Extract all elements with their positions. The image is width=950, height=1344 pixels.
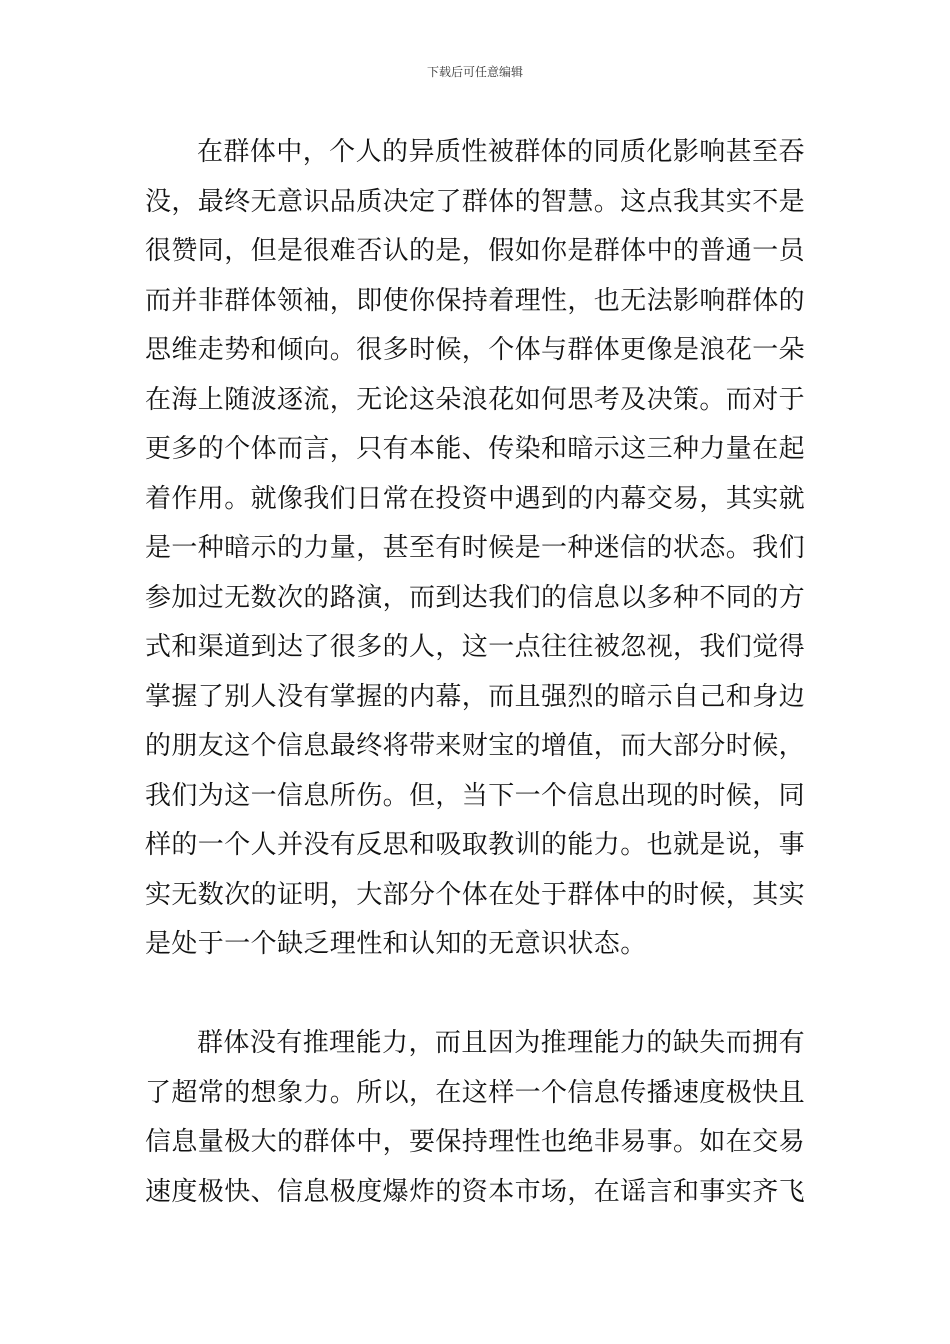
page-header: 下载后可任意编辑	[426, 65, 523, 79]
paragraph-2: 群体没有推理能力，而且因为推理能力的缺失而拥有了超常的想象力。所以，在这样一个信息传播速度极快且信息量极大的群体中，要保持理性也绝非易事。如在交易速度极快、信息极度爆炸的资本市场，在谣言和事实齐飞	[145, 1028, 806, 1207]
paragraph-1: 在群体中，个人的异质性被群体的同质化影响甚至吞没，最终无意识品质决定了群体的智慧。这点我其实不是很赞同，但是很难否认的是，假如你是群体中的普通一员而并非群体领袖，即使你保持着理性，也无法影响群体的思维走势和倾向。很多时候，个体与群体更像是浪花一朵在海上随波逐流，无论这朵浪花如何思考及决策。而对于更多的个体而言，只有本能、传染和暗示这三种力量在起着作用。就像我们日常在投资中遇到的内幕交易，其实就是一种暗示的力量，甚至有时候是一种迷信的状态。我们参加过无数次的路演，而到达我们的信息以多种不同的方式和渠道到达了很多的人，这一点往往被忽视，我们觉得掌握了别人没有掌握的内幕，而且强烈的暗示自己和身边的朋友这个信息最终将带来财宝的增值，而大部分时候，我们为这一信息所伤。但，当下一个信息出现的时候，同样的一个人并没有反思和吸取教训的能力。也就是说，事实无数次的证明，大部分个体在处于群体中的时候，其实是处于一个缺乏理性和认知的无意识状态。	[145, 137, 806, 959]
document-body	[145, 128, 805, 1217]
